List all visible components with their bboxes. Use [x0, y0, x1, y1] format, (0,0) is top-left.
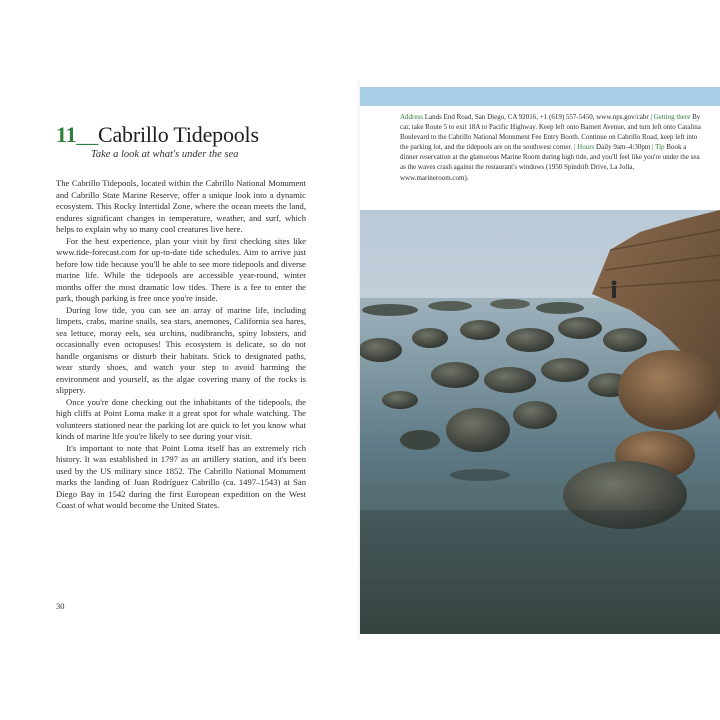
- header-color-bar: [360, 87, 720, 106]
- address-text: Lands End Road, San Diego, CA 92016, +1 (619) 557-5450, www.nps.gov/cabr: [422, 113, 651, 121]
- body-paragraph: The Cabrillo Tidepools, located within the Cabrillo National Monument and Cabrillo State Marine Reserve, offer a unique look into a dynamic ecosystem. This Rocky Intertidal Zone, where the ocean meets the land, endures significant changes in temperature, weather, and surf, which helps to explain why so many cool creatures live here.: [56, 178, 306, 234]
- chapter-title: [56, 122, 346, 148]
- info-separator: |: [652, 143, 654, 152]
- hours-label: Hours: [577, 143, 595, 152]
- body-paragraph: For the best experience, plan your visit by first checking sites like www.tide-forecast.com for up-to-date tide schedules. Aim to arrive just before low tide because you'll be able to see more tidepools and diverse marine life. While the tidepools are accessible year-round, winter months offer the most dramatic low tides. There is a fee to enter the park, though parking is free once you're inside.: [56, 235, 306, 303]
- address-label: Address: [400, 113, 423, 121]
- tidepool-photo: [360, 210, 720, 634]
- chapter-subtitle: Take a look at what's under the sea: [91, 149, 239, 160]
- page-number: 30: [56, 601, 65, 611]
- tip-label: Tip: [655, 143, 665, 152]
- info-separator: |: [574, 143, 576, 152]
- chapter-separator: __: [76, 122, 98, 147]
- body-text: [56, 178, 306, 512]
- info-separator: |: [650, 113, 652, 121]
- chapter-title-text: Cabrillo Tidepools: [98, 122, 259, 147]
- chapter-number: 11: [56, 122, 77, 147]
- body-paragraph: Once you're done checking out the inhabitants of the tidepools, the high cliffs at Point Loma make it a great spot for whale watching. The volunteers stationed near the parking lot are quick to let you know what kinds of marine life you're likely to see during your visit.: [56, 396, 306, 441]
- right-page: [360, 0, 720, 720]
- body-paragraph: During low tide, you can see an array of marine life, including limpets, crabs, marine snails, sea stars, anemones, California sea hares, sea lettuce, moray eels, sea urchins, nudibranchs, spiny lobsters, and occasionally even octopuses! This ecosystem is delicate, so do not handle organisms or disturb their habitats. Stick to designated paths, wear sturdy shoes, and watch your step to avoid harming the environment and yourself, as the algae covering many of the rocks is slippery.: [56, 304, 306, 395]
- body-paragraph: It's important to note that Point Loma itself has an extremely rich history. It was established in 1797 as an artillery station, and it's been used by the US military since 1852. The Cabrillo National Monument marks the landing of Juan Rodríguez Cabrillo (ca. 1497–1543) at San Diego Bay in 1542 during the first European expedition on the West Coast of what would become the United States.: [56, 442, 306, 510]
- tip-text: Book a dinner reservation at the glamorous Marine Room during high tide, and you'll feel like you're under the sea as the waves crash against the restaurant's windows (1950 Spindrift Drive, La Jolla, www.marineroom.com).: [400, 143, 700, 182]
- info-box: [400, 112, 702, 183]
- getting-there-text: By car, take Route 5 to exit 18A to Pacific Highway. Keep left onto Barnett Avenue, and turn left onto Catalina Boulevard to the Cabrillo National Monument Fee Entry Booth. Continue on Cabrillo Road, keep left into the parking lot, and the tidepools are on the southwest corner.: [400, 113, 701, 152]
- getting-there-label: Getting there: [653, 113, 691, 121]
- hours-text: Daily 9am–4:30pm: [594, 143, 653, 152]
